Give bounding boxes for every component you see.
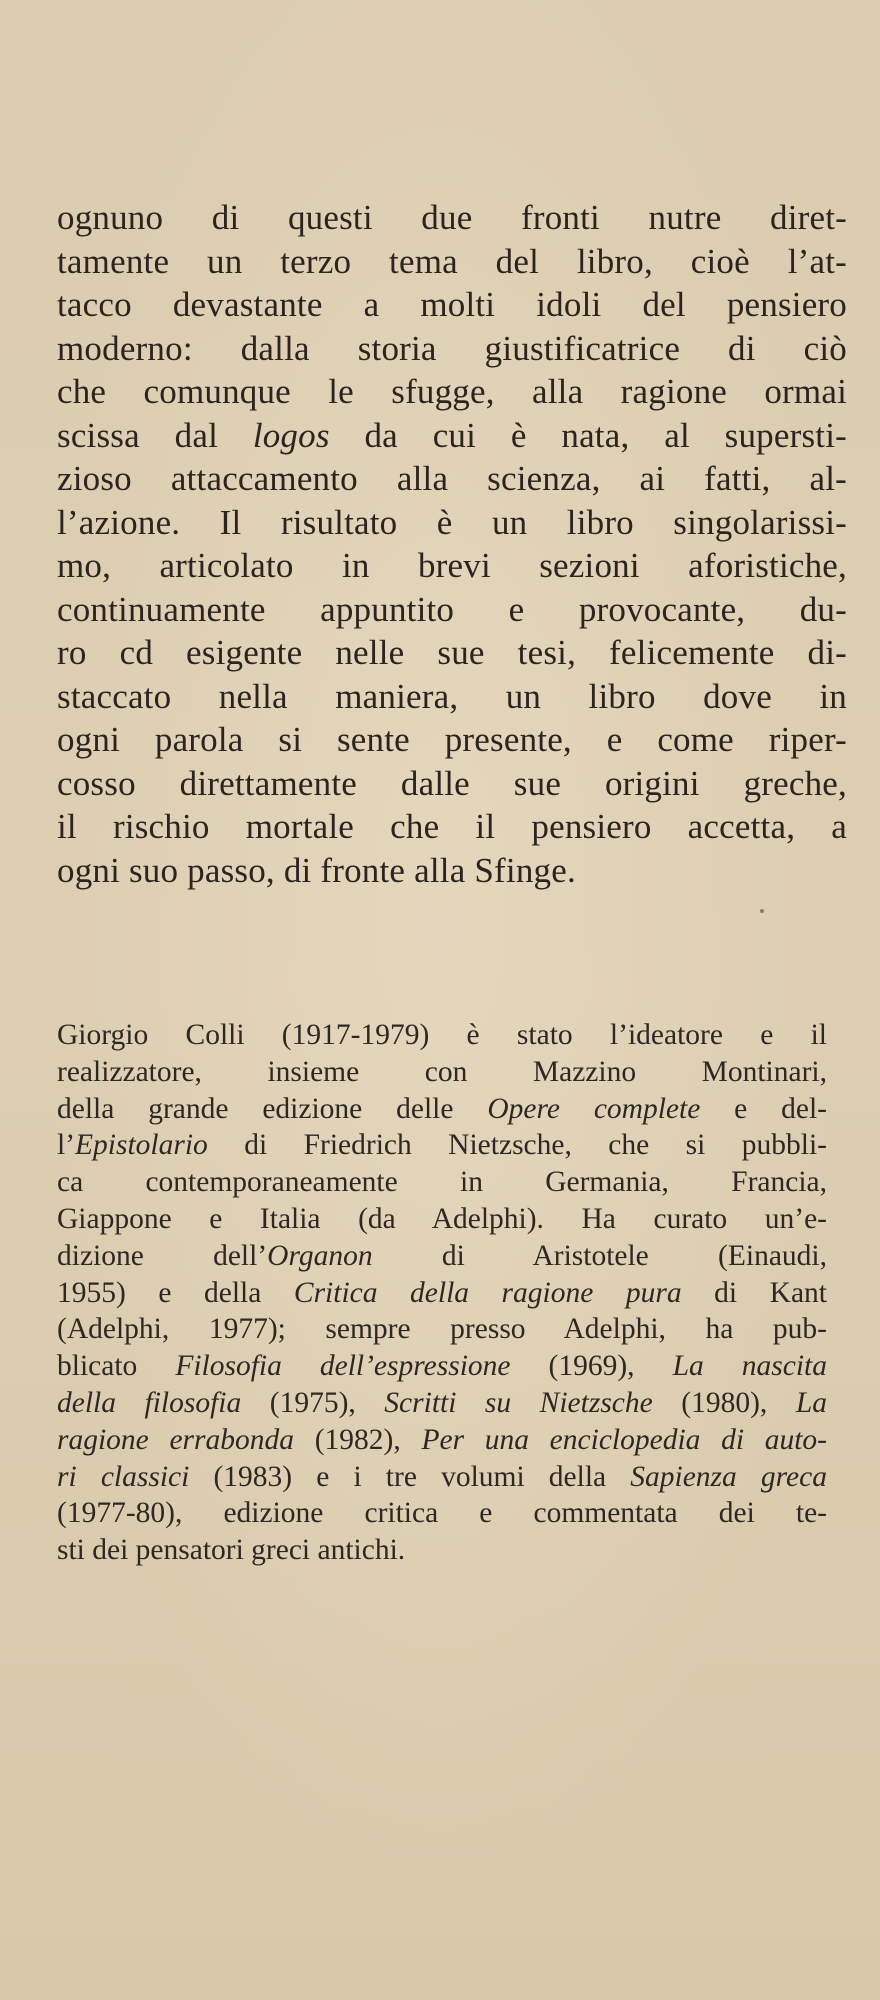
bio-line	[57, 1275, 827, 1312]
bio-line-text: (1980),	[652, 1386, 796, 1419]
flap-line: tamente un terzo tema del libro, cioè l’at-	[57, 241, 847, 281]
bio-line	[57, 1238, 827, 1275]
bio-line	[57, 1127, 827, 1164]
bio-line-text: (1982),	[294, 1423, 422, 1456]
flap-line: continuamente appuntito e provocante, du-	[57, 589, 847, 629]
bio-line-text: di Friedrich Nietzsche, che si pubbli-	[207, 1129, 827, 1162]
flap-line: ogni suo passo, di fronte alla Sfinge.	[57, 850, 576, 890]
flap-line: zioso attaccamento alla scienza, ai fatti, al-	[57, 459, 847, 498]
stray-dot-mark	[760, 909, 764, 913]
bio-line	[57, 1091, 827, 1128]
bio-line-text: e del-	[700, 1092, 828, 1125]
bio-line: Giappone e Italia (da Adelphi). Ha curato un’e-	[57, 1202, 827, 1235]
bio-line-italic: Opere complete	[487, 1092, 701, 1125]
bio-line-italic: Filosofia dell’espressione	[175, 1350, 511, 1383]
bio-line-italic: La	[795, 1386, 827, 1419]
bio-line-italic: La nascita	[672, 1350, 827, 1383]
bio-line-text: (1975),	[241, 1386, 385, 1419]
flap-line	[57, 414, 847, 458]
flap-line: moderno: dalla storia giustificatrice di ciò	[57, 328, 847, 368]
bio-line	[57, 1422, 827, 1459]
bio-line: Giorgio Colli (1917-1979) è stato l’ideatore e il	[57, 1019, 827, 1051]
flap-line-italic: logos	[252, 415, 330, 455]
bio-line-italic: ragione errabonda	[57, 1423, 295, 1456]
bio-line-text: (1983) e i tre volumi della	[189, 1460, 631, 1493]
bio-line-text: blicato	[57, 1350, 176, 1383]
bio-line-italic: Sapienza greca	[630, 1460, 827, 1493]
flap-line-text: da cui è nata, al supersti-	[329, 415, 847, 455]
flap-line: ogni parola si sente presente, e come riper-	[57, 720, 847, 759]
bio-line-italic: Scritti su Nietzsche	[384, 1386, 653, 1419]
bio-line-text: di Kant	[681, 1276, 827, 1309]
flap-line: il rischio mortale che il pensiero accetta, a	[57, 807, 847, 846]
bio-line-italic: della filosofia	[57, 1386, 242, 1419]
bio-line-italic: ri classici	[57, 1460, 190, 1493]
author-bio-paragraph	[57, 1017, 827, 1569]
bio-line: ca contemporaneamente in Germania, Francia,	[57, 1166, 827, 1199]
bio-line-text: di Aristotele (Einaudi,	[372, 1239, 827, 1272]
bio-line: (1977-80), edizione critica e commentata dei te-	[57, 1497, 827, 1530]
bio-line-italic: Per una enciclopedia di auto-	[421, 1423, 828, 1456]
flap-line-text: scissa dal	[57, 415, 253, 455]
flap-line: che comunque le sfugge, alla ragione ormai	[57, 372, 847, 411]
flap-line: mo, articolato in brevi sezioni aforistiche,	[57, 546, 847, 585]
bio-line-italic: Critica della ragione pura	[293, 1276, 682, 1309]
flap-line: l’azione. Il risultato è un libro singolarissi-	[57, 502, 847, 542]
flap-line: ro cd esigente nelle sue tesi, felicemente di-	[57, 633, 847, 672]
bio-line-text: 1955) e della	[57, 1276, 294, 1309]
flap-line: tacco devastante a molti idoli del pensiero	[57, 285, 847, 324]
bio-line	[57, 1348, 827, 1385]
bio-line-text: della grande edizione delle	[57, 1092, 488, 1125]
bio-line-text: dizione dell’	[57, 1239, 268, 1272]
bio-line-text: l’	[57, 1129, 76, 1162]
flap-line: staccato nella maniera, un libro dove in	[57, 676, 847, 716]
bio-line: realizzatore, insieme con Mazzino Montinari,	[57, 1055, 827, 1088]
bio-line: sti dei pensatori greci antichi.	[57, 1534, 406, 1567]
bio-line-italic: Epistolario	[75, 1129, 208, 1162]
bio-line-text: (1969),	[510, 1350, 673, 1383]
bio-line	[57, 1459, 827, 1496]
bio-line	[57, 1385, 827, 1422]
flap-paragraph	[57, 196, 847, 892]
bio-line: (Adelphi, 1977); sempre presso Adelphi, ha pub-	[57, 1313, 827, 1346]
flap-line: ognuno di questi due fronti nutre diret-	[57, 198, 847, 237]
flap-line: cosso direttamente dalle sue origini greche,	[57, 763, 847, 803]
bio-line-italic: Organon	[267, 1239, 373, 1272]
